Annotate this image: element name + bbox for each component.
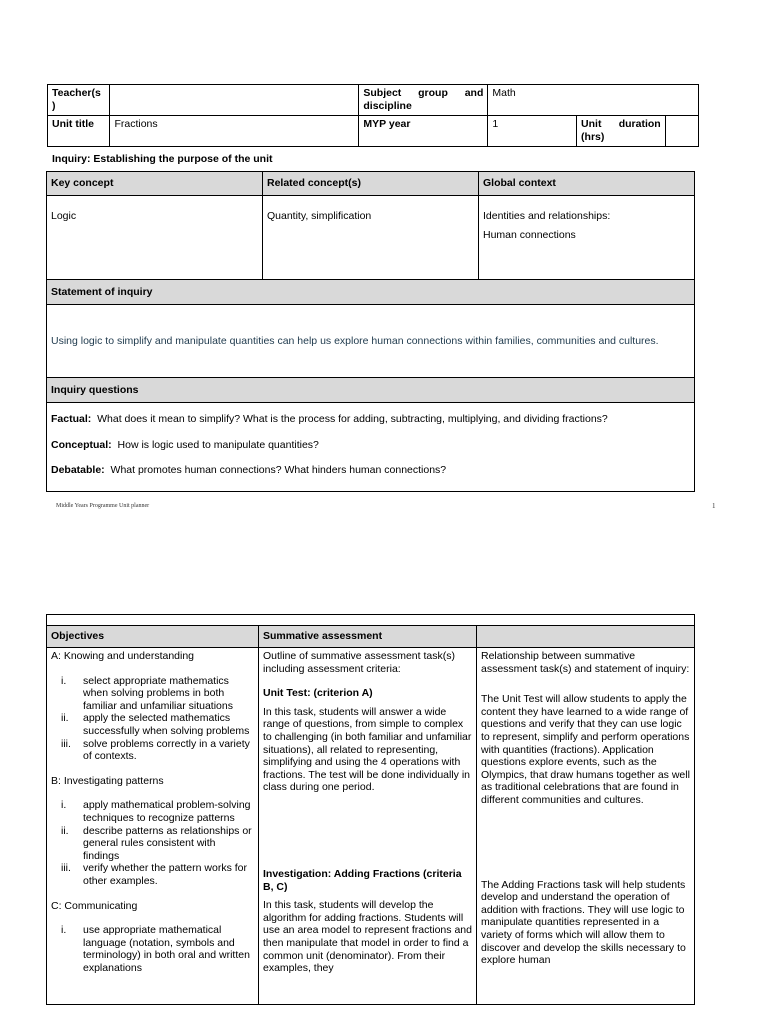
list-item: i. apply mathematical problem-solving techniques to recognize patterns [61,799,251,824]
debatable-text: What promotes human connections? What hinders human connections? [110,464,447,477]
objective-c-heading: C: Communicating [51,899,138,912]
objectives-column [47,648,259,1005]
related-concepts-header: Related concept(s) [263,172,479,196]
related-concepts-value: Quantity, simplification [263,196,479,280]
unit-duration-value [665,116,698,147]
unit-title-value: Fractions [110,116,359,147]
summative-assessment-header: Summative assessment [259,626,477,648]
objectives-table [46,614,695,1005]
inquiry-questions-header: Inquiry questions [47,378,695,403]
objective-a-heading: A: Knowing and understanding [51,650,195,662]
list-item: i. use appropriate mathematical language (notation, symbols and terminology) in both oral and written explanations [61,924,250,974]
summative-assessment-column [259,648,477,1005]
global-context-line-1: Identities and relationships: [483,210,611,222]
subject-group-value: Math [488,85,699,116]
unit-header-table [47,84,699,147]
key-concept-value: Logic [47,196,263,280]
inquiry-questions-body [47,403,695,492]
relationship-unit-test: The Unit Test will allow students to apply the content they have learned to a wide range of questions and verify that they can use logic to represent, simplify and perform operations with quantities (fractions). Application questions explore events, such as the Olympics, that draw humans together as well as traditional celebrations that are found in different communities and cultures. [481,693,690,806]
factual-question [51,413,690,426]
key-concept-header: Key concept [47,172,263,196]
global-context-header: Global context [479,172,695,196]
unit-title-label: Unit title [48,116,110,147]
list-item: iii. solve problems correctly in a variety of contexts. [61,737,250,763]
statement-of-inquiry-header: Statement of inquiry [47,280,695,305]
relationship-adding-fractions: The Adding Fractions task will help students develop and understand the operation of addition with fractions. They will use logic to manipulate quantities represented in a variety of forms which will allow them to discover and develop the skills necessary to explore human [481,878,686,967]
investigation-description: In this task, students will develop the algorithm for adding fractions. Students will use an area model to represent fractions and then manipulate that model in order to find a common unit (denominator). From their examples, they [263,899,472,975]
list-item: ii. describe patterns as relationships or general rules consistent with findings [61,824,252,862]
objectives-header: Objectives [47,626,259,648]
unit-test-title: Unit Test: (criterion A) [263,687,373,700]
objective-b-list [51,799,254,887]
footer-page-number: 1 [712,502,716,510]
debatable-label: Debatable: [51,464,105,477]
investigation-title: Investigation: Adding Fractions (criteria B, C) [263,867,462,893]
conceptual-label: Conceptual: [51,438,112,451]
relationship-column [477,648,695,1005]
inquiry-heading: Inquiry: Establishing the purpose of the unit [52,153,273,165]
global-context-value [479,196,695,280]
objective-c-list [51,924,254,974]
relationship-intro: Relationship between summative assessment task(s) and statement of inquiry: [481,650,690,675]
factual-label: Factual: [51,413,92,425]
myp-year-label: MYP year [359,116,488,147]
list-item: ii. apply the selected mathematics successfully when solving problems [61,712,250,737]
list-item: i. select appropriate mathematics when solving problems in both familiar and unfamiliar situations [61,674,233,712]
summative-outline-intro: Outline of summative assessment task(s) including assessment criteria: [263,650,455,675]
objective-b-heading: B: Investigating patterns [51,774,164,787]
factual-text: What does it mean to simplify? What is the process for adding, subtracting, multiplying, and dividing fractions? [97,413,608,425]
global-context-line-2: Human connections [483,228,576,241]
objective-a-list [51,675,254,763]
unit-duration-label: Unit duration (hrs) [577,116,666,147]
inquiry-table [46,171,695,492]
conceptual-question [51,439,690,452]
footer-title: Middle Years Programme Unit planner [56,503,150,509]
list-item: iii. verify whether the pattern works for other examples. [61,862,247,887]
statement-of-inquiry-text: Using logic to simplify and manipulate quantities can help us explore human connections within families, communities and cultures. [47,305,695,378]
debatable-question [51,464,690,477]
subject-group-label: Subject group and discipline [359,85,488,116]
unit-test-description: In this task, students will answer a wide range of questions, from simple to complex to challenging (in both familiar and unfamiliar situations), all related to representing, simplifying and using the 4 operations with fractions. The test will be done individually in class during one period. [263,705,472,794]
teacher-label: Teacher(s ) [48,85,110,116]
table-top-strip [47,615,695,626]
myp-year-value: 1 [488,116,577,147]
teacher-value [110,85,359,116]
conceptual-text: How is logic used to manipulate quantities? [117,438,319,451]
summative-relationship-header [477,626,695,648]
